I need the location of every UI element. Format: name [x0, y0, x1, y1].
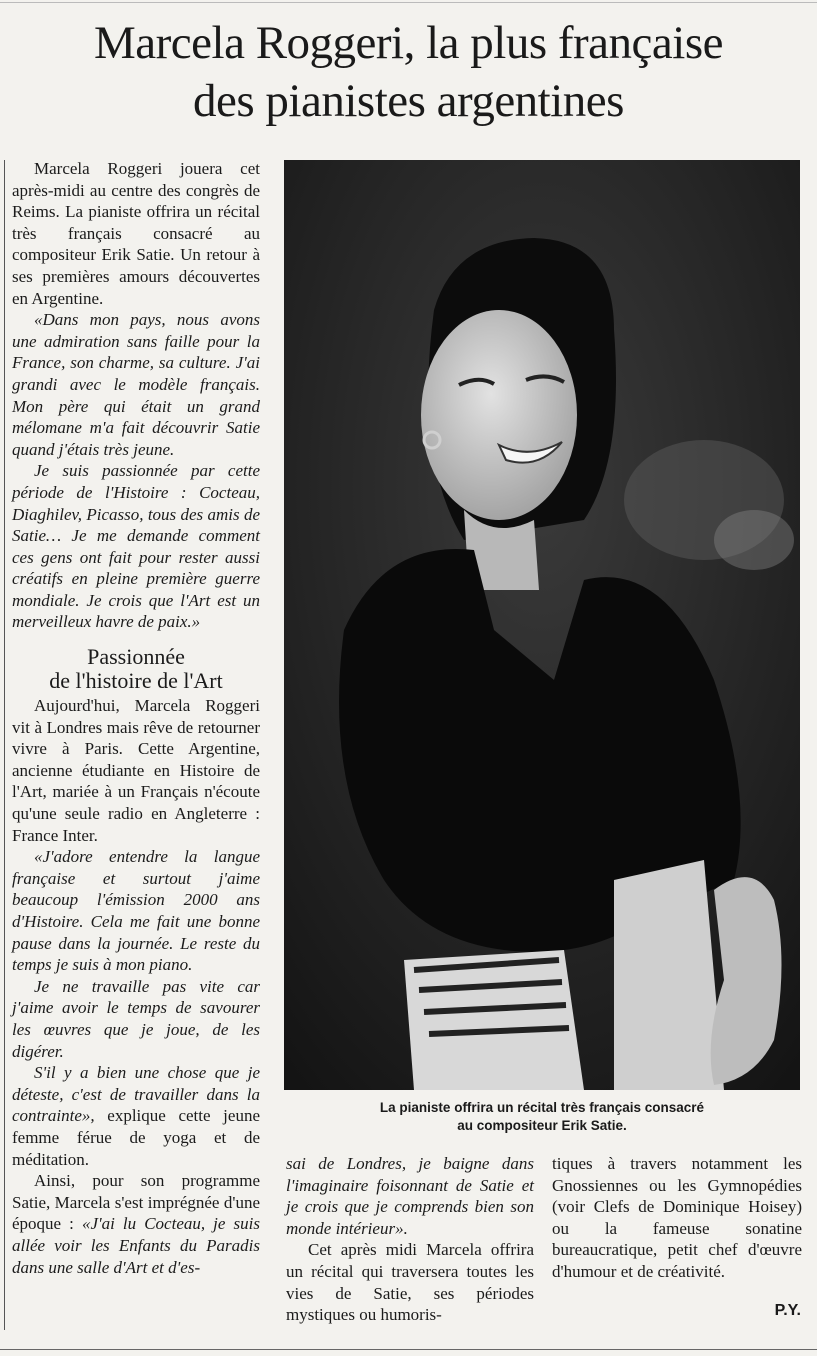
quote-continuation: sai de Londres, je baigne dans l'imaginaire foisonnant de Satie et je crois que je comprends bien son monde intérieur».: [286, 1154, 534, 1238]
headline-line-1: Marcela Roggeri, la plus française: [94, 17, 723, 69]
top-rule: [0, 2, 817, 3]
quote-paragraph: Je ne travaille pas vite car j'aime avoir le temps de savourer les œuvres que je joue, de les digérer.: [12, 976, 260, 1061]
caption-line-1: La pianiste offrira un récital très français consacré: [379, 1100, 705, 1115]
bottom-rule: [0, 1349, 817, 1350]
column-left: [12, 158, 260, 1278]
column-middle: [286, 1153, 534, 1326]
left-margin-rule: [4, 160, 5, 1330]
body-continuation: tiques à travers notamment les Gnossiennes ou les Gymnopédies (voir Clefs de Dominique Hoisey) ou la fameuse sonatine bureaucratique, petit chef d'œuvre d'humour et de créativité.: [552, 1154, 802, 1281]
author-signature: P.Y.: [774, 1302, 801, 1319]
pianist-photo: [284, 160, 800, 1090]
lead-paragraph: Marcela Roggeri jouera cet après-midi au centre des congrès de Reims. La pianiste offrira un récital très français consacré au compositeur Erik Satie. Un retour à ses premières amours découvertes en Argentine.: [12, 159, 260, 308]
subheading-line-2: de l'histoire de l'Art: [49, 668, 223, 694]
body-paragraph: Cet après midi Marcela offrira un récital qui traversera toutes les vies de Satie, ses périodes mystiques ou humoris-: [286, 1240, 534, 1325]
subheading-line-1: Passionnée: [87, 644, 185, 670]
body-paragraph: Aujourd'hui, Marcela Roggeri vit à Londres mais rêve de retourner vivre à Paris. Cette Argentine, ancienne étudiante en Histoire de l'Art, mariée à un Français n'écoute qu'une seule radio en Angleterre : France Inter.: [12, 696, 260, 845]
quote-paragraph: Je suis passionnée par cette période de l'Histoire : Cocteau, Diaghilev, Picasso, tous des amis de Satie… Je me demande comment ces gens ont fait pour rester aussi créatifs en pleine première guerre mondiale. Je crois que l'Art est un merveilleux havre de paix.»: [12, 461, 260, 632]
subheading: [12, 645, 260, 693]
photo-caption: [284, 1099, 800, 1135]
quote-paragraph: «Dans mon pays, nous avons une admiration sans faille pour la France, son charme, sa culture. J'ai grandi avec le modèle français. Mon père qui était un grand mélomane m'a fait découvrir Satie quand j'étais très jeune.: [12, 310, 260, 459]
article-headline: [0, 14, 817, 130]
body-fragment: explique cette jeune femme férue de yoga et de méditation.: [12, 1106, 260, 1169]
quote-fragment: «J'ai lu Cocteau, je suis allée voir les Enfants du Paradis dans une salle d'Art et d'es-: [12, 1214, 260, 1277]
caption-line-2: au compositeur Erik Satie.: [457, 1118, 627, 1133]
column-right: [552, 1153, 802, 1283]
headline-line-2: des pianistes argentines: [193, 75, 624, 127]
mixed-paragraph: [12, 1170, 260, 1278]
quote-paragraph: «J'adore entendre la langue française et surtout j'aime beaucoup l'émission 2000 ans d'Histoire. Cela me fait une bonne pause dans la journée. Le reste du temps je suis à mon piano.: [12, 847, 260, 975]
quote-fragment: S'il y a bien une chose que je déteste, c'est de travailler dans la contrainte»,: [12, 1063, 260, 1126]
body-fragment: Ainsi, pour son programme Satie, Marcela s'est imprégnée d'une époque :: [12, 1171, 260, 1234]
mixed-paragraph: [12, 1062, 260, 1170]
